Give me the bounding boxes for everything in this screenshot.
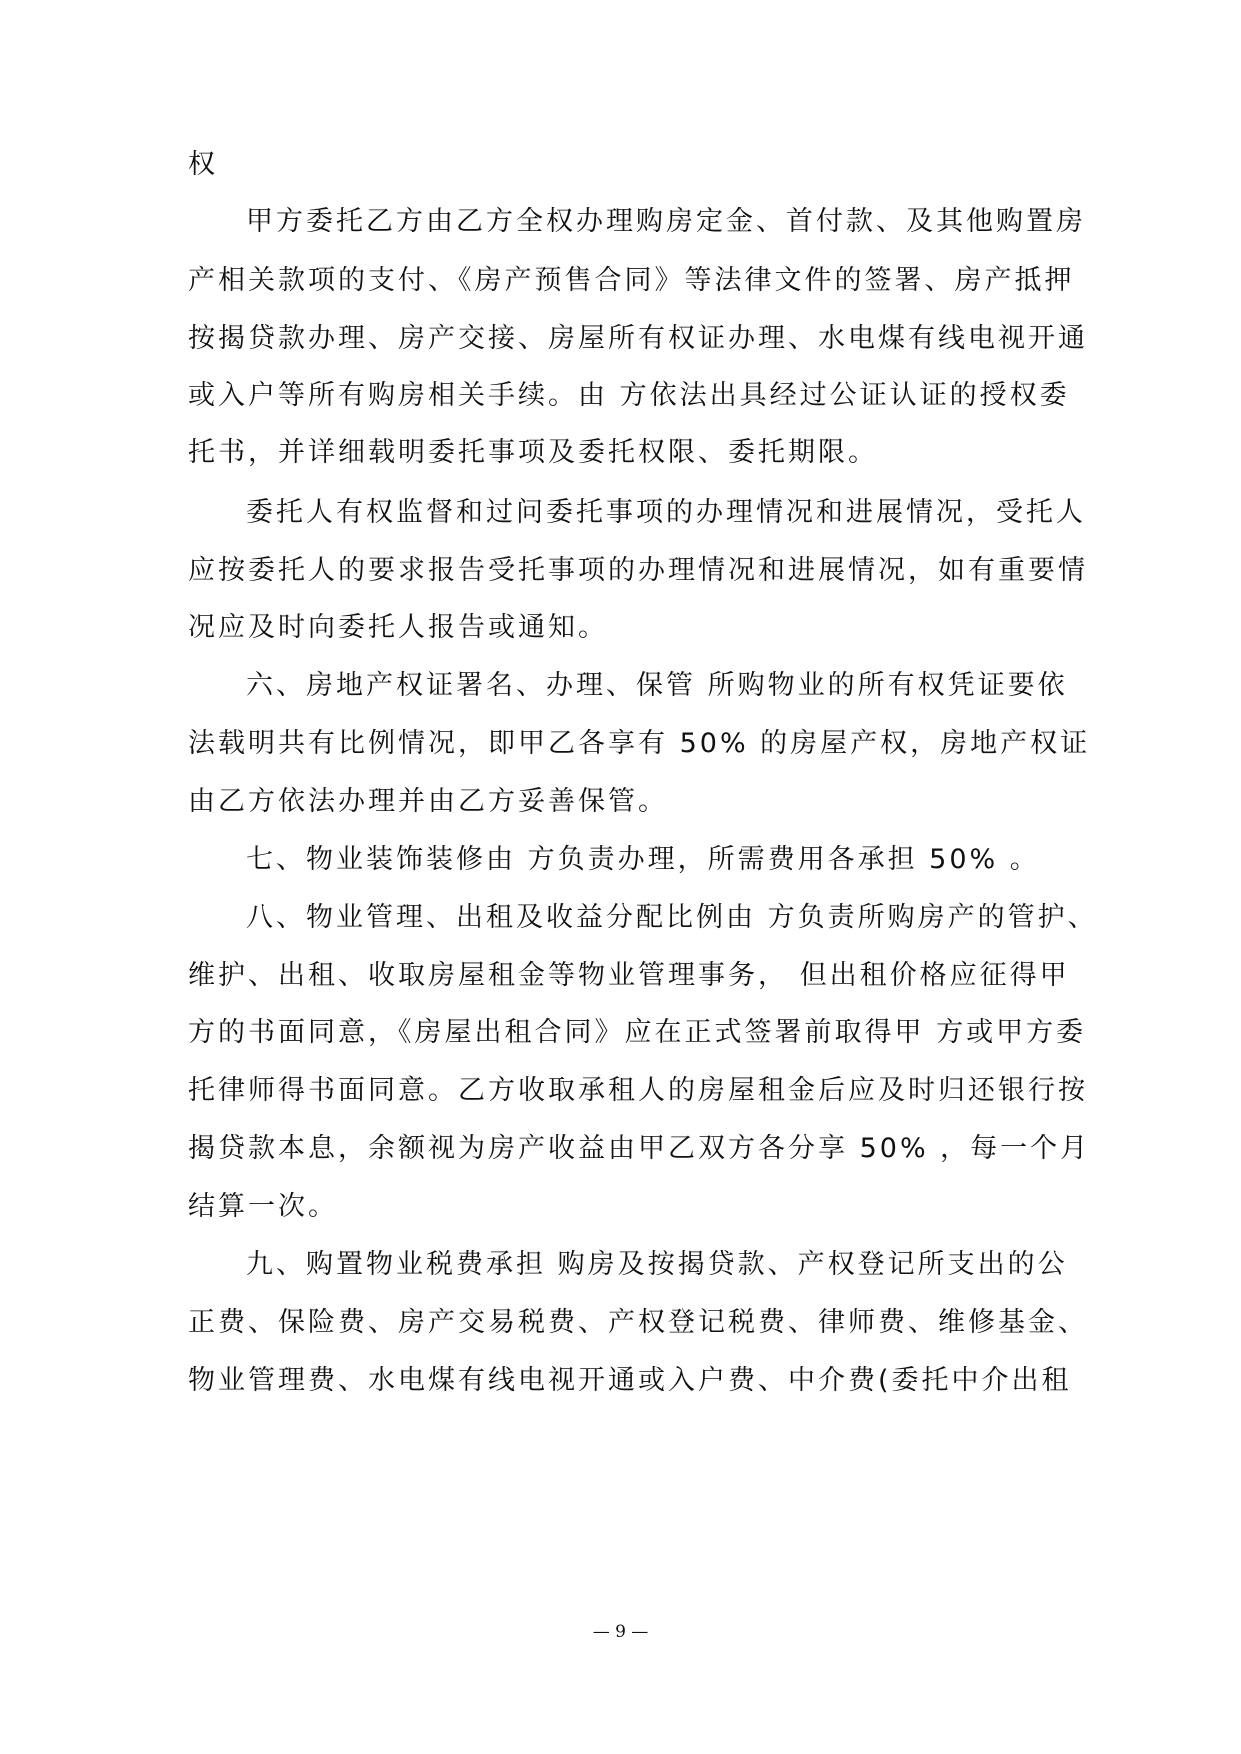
paragraph-line: 委托人有权监督和过问委托事项的办理情况和进展情况，受托人	[246, 497, 1086, 528]
text-line: 产相关款项的支付、《房产预售合同》等法律文件的签署、房产抵押	[188, 265, 1075, 296]
paragraph-line: 八、物业管理、出租及收益分配比例由 方负责所购房产的管护、	[246, 902, 1098, 933]
text-line: 法载明共有比例情况，即甲乙各享有 50% 的房屋产权，房地产权证	[188, 728, 1091, 759]
text-line: 由乙方依法办理并由乙方妥善保管。	[188, 786, 668, 817]
text-line: 或入户等所有购房相关手续。由 方依法出具经过公证认证的授权委	[188, 380, 1070, 411]
text-line: 正费、保险费、房产交易税费、产权登记税费、律师费、维修基金、	[188, 1307, 1088, 1338]
page-number: — 9 —	[592, 1622, 649, 1642]
text-line: 况应及时向委托人报告或通知。	[188, 612, 608, 643]
paragraph-line: 九、购置物业税费承担 购房及按揭贷款、产权登记所支出的公	[246, 1249, 1068, 1280]
paragraph-line: 六、房地产权证署名、办理、保管 所购物业的所有权凭证要依	[246, 670, 1068, 701]
text-line: 维护、出租、收取房屋租金等物业管理事务， 但出租价格应征得甲	[188, 960, 1070, 991]
paragraph-line: 七、物业装饰装修由 方负责办理，所需费用各承担 50% 。	[246, 844, 1040, 875]
text-line: 托书，并详细载明委托事项及委托权限、委托期限。	[188, 437, 878, 468]
text-line: 结算一次。	[188, 1191, 338, 1222]
text-line: 物业管理费、水电煤有线电视开通或入户费、中介费(委托中介出租	[188, 1365, 1072, 1396]
text-line: 按揭贷款办理、房产交接、房屋所有权证办理、水电煤有线电视开通	[188, 323, 1088, 354]
paragraph-line: 甲方委托乙方由乙方全权办理购房定金、首付款、及其他购置房	[246, 206, 1086, 237]
text-line: 权	[188, 149, 218, 180]
text-line: 应按委托人的要求报告受托事项的办理情况和进展情况，如有重要情	[188, 555, 1088, 586]
text-line: 方的书面同意，《房屋出租合同》应在正式签署前取得甲 方或甲方委	[188, 1017, 1087, 1048]
text-line: 揭贷款本息，余额视为房产收益由甲乙双方各分享 50% ，每一个月	[188, 1133, 1091, 1164]
text-line: 托律师得书面同意。乙方收取承租人的房屋租金后应及时归还银行按	[188, 1075, 1088, 1106]
